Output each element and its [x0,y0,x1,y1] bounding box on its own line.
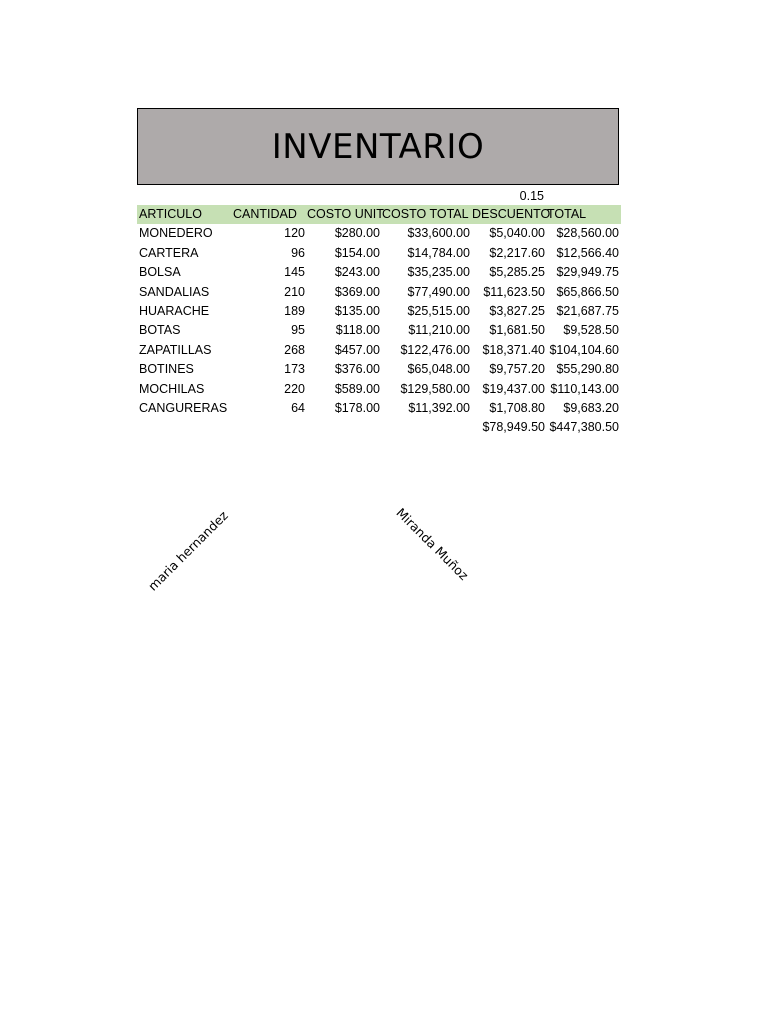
cell-descuento: $19,437.00 [482,381,545,396]
cell-costo-unit: $243.00 [334,265,380,280]
cell-cantidad: 95 [291,323,305,338]
cell-costo-unit: $376.00 [334,362,380,377]
table-row [137,244,621,263]
inventory-table [137,205,621,438]
cell-descuento: $5,040.00 [489,226,545,241]
cell-costo-unit: $135.00 [334,303,380,318]
cell-descuento: $11,623.50 [483,284,545,299]
cell-costo-total: $11,210.00 [408,323,470,338]
cell-cantidad: 145 [284,265,305,280]
table-row [137,380,621,399]
cell-costo-unit: $589.00 [334,381,380,396]
cell-articulo: MONEDERO [139,226,213,241]
cell-costo-total: $129,580.00 [400,381,470,396]
cell-cantidad: 210 [284,284,305,299]
cell-total: $9,683.20 [563,400,619,415]
cell-cantidad: 189 [284,303,305,318]
cell-total: $110,143.00 [550,381,619,396]
cell-total: $21,687.75 [556,303,619,318]
cell-costo-total: $33,600.00 [407,226,470,241]
cell-articulo: CANGURERAS [139,400,228,415]
cell-costo-total: $14,784.00 [407,245,470,260]
cell-cantidad: 268 [284,342,305,357]
header-articulo: ARTICULO [139,207,202,221]
title-box [137,108,619,185]
cell-descuento: $9,757.20 [489,362,545,377]
cell-costo-unit: $118.00 [335,323,380,338]
cell-costo-unit: $178.00 [334,400,380,415]
cell-total: $9,528.50 [563,323,619,338]
cell-articulo: BOLSA [139,265,181,280]
cell-costo-total: $122,476.00 [400,342,470,357]
table-row [137,283,621,302]
total-descuento: $78,949.50 [482,420,545,435]
table-header-row [137,205,621,224]
cell-descuento: $1,681.50 [489,323,545,338]
cell-descuento: $18,371.40 [482,342,545,357]
cell-costo-unit: $154.00 [334,245,380,260]
cell-total: $28,560.00 [556,226,619,241]
cell-costo-total: $77,490.00 [407,284,470,299]
cell-cantidad: 173 [284,362,305,377]
cell-costo-total: $11,392.00 [408,400,470,415]
cell-total: $104,104.60 [549,342,619,357]
cell-descuento: $3,827.25 [489,303,545,318]
table-row [137,341,621,360]
table-row [137,302,621,321]
header-total: TOTAL [547,207,587,221]
cell-total: $65,866.50 [556,284,619,299]
cell-articulo: BOTAS [139,323,181,338]
header-costo-unit: COSTO UNIT [307,207,384,221]
cell-articulo: ZAPATILLAS [139,342,212,357]
cell-costo-total: $35,235.00 [407,265,470,280]
table-row [137,224,621,243]
cell-articulo: MOCHILAS [139,381,205,396]
cell-articulo: SANDALIAS [139,284,210,299]
cell-total: $12,566.40 [556,245,619,260]
header-descuento: DESCUENTO [472,207,551,221]
cell-cantidad: 64 [291,400,305,415]
cell-descuento: $5,285.25 [489,265,545,280]
header-costo-total: COSTO TOTAL [382,207,469,221]
grand-total: $447,380.50 [549,420,619,435]
totals-row [137,418,621,437]
table-row [137,360,621,379]
cell-costo-total: $65,048.00 [407,362,470,377]
table-row [137,321,621,340]
page-title: INVENTARIO [271,126,485,167]
table-row [137,399,621,418]
cell-articulo: CARTERA [139,245,199,260]
cell-cantidad: 120 [284,226,305,241]
cell-descuento: $1,708.80 [489,400,545,415]
cell-articulo: BOTINES [139,362,194,377]
cell-costo-total: $25,515.00 [407,303,470,318]
cell-costo-unit: $457.00 [334,342,380,357]
signature-right: Miranda Muñoz [393,505,472,584]
cell-cantidad: 96 [291,245,305,260]
table-row [137,263,621,282]
cell-descuento: $2,217.60 [489,245,545,260]
cell-total: $55,290.80 [556,362,619,377]
cell-costo-unit: $280.00 [334,226,380,241]
cell-cantidad: 220 [284,381,305,396]
cell-articulo: HUARACHE [139,303,210,318]
header-cantidad: CANTIDAD [233,207,297,221]
cell-total: $29,949.75 [556,265,619,280]
cell-costo-unit: $369.00 [334,284,380,299]
signature-left: maria hernandez [145,507,231,594]
discount-rate-cell: 0.15 [519,189,544,203]
